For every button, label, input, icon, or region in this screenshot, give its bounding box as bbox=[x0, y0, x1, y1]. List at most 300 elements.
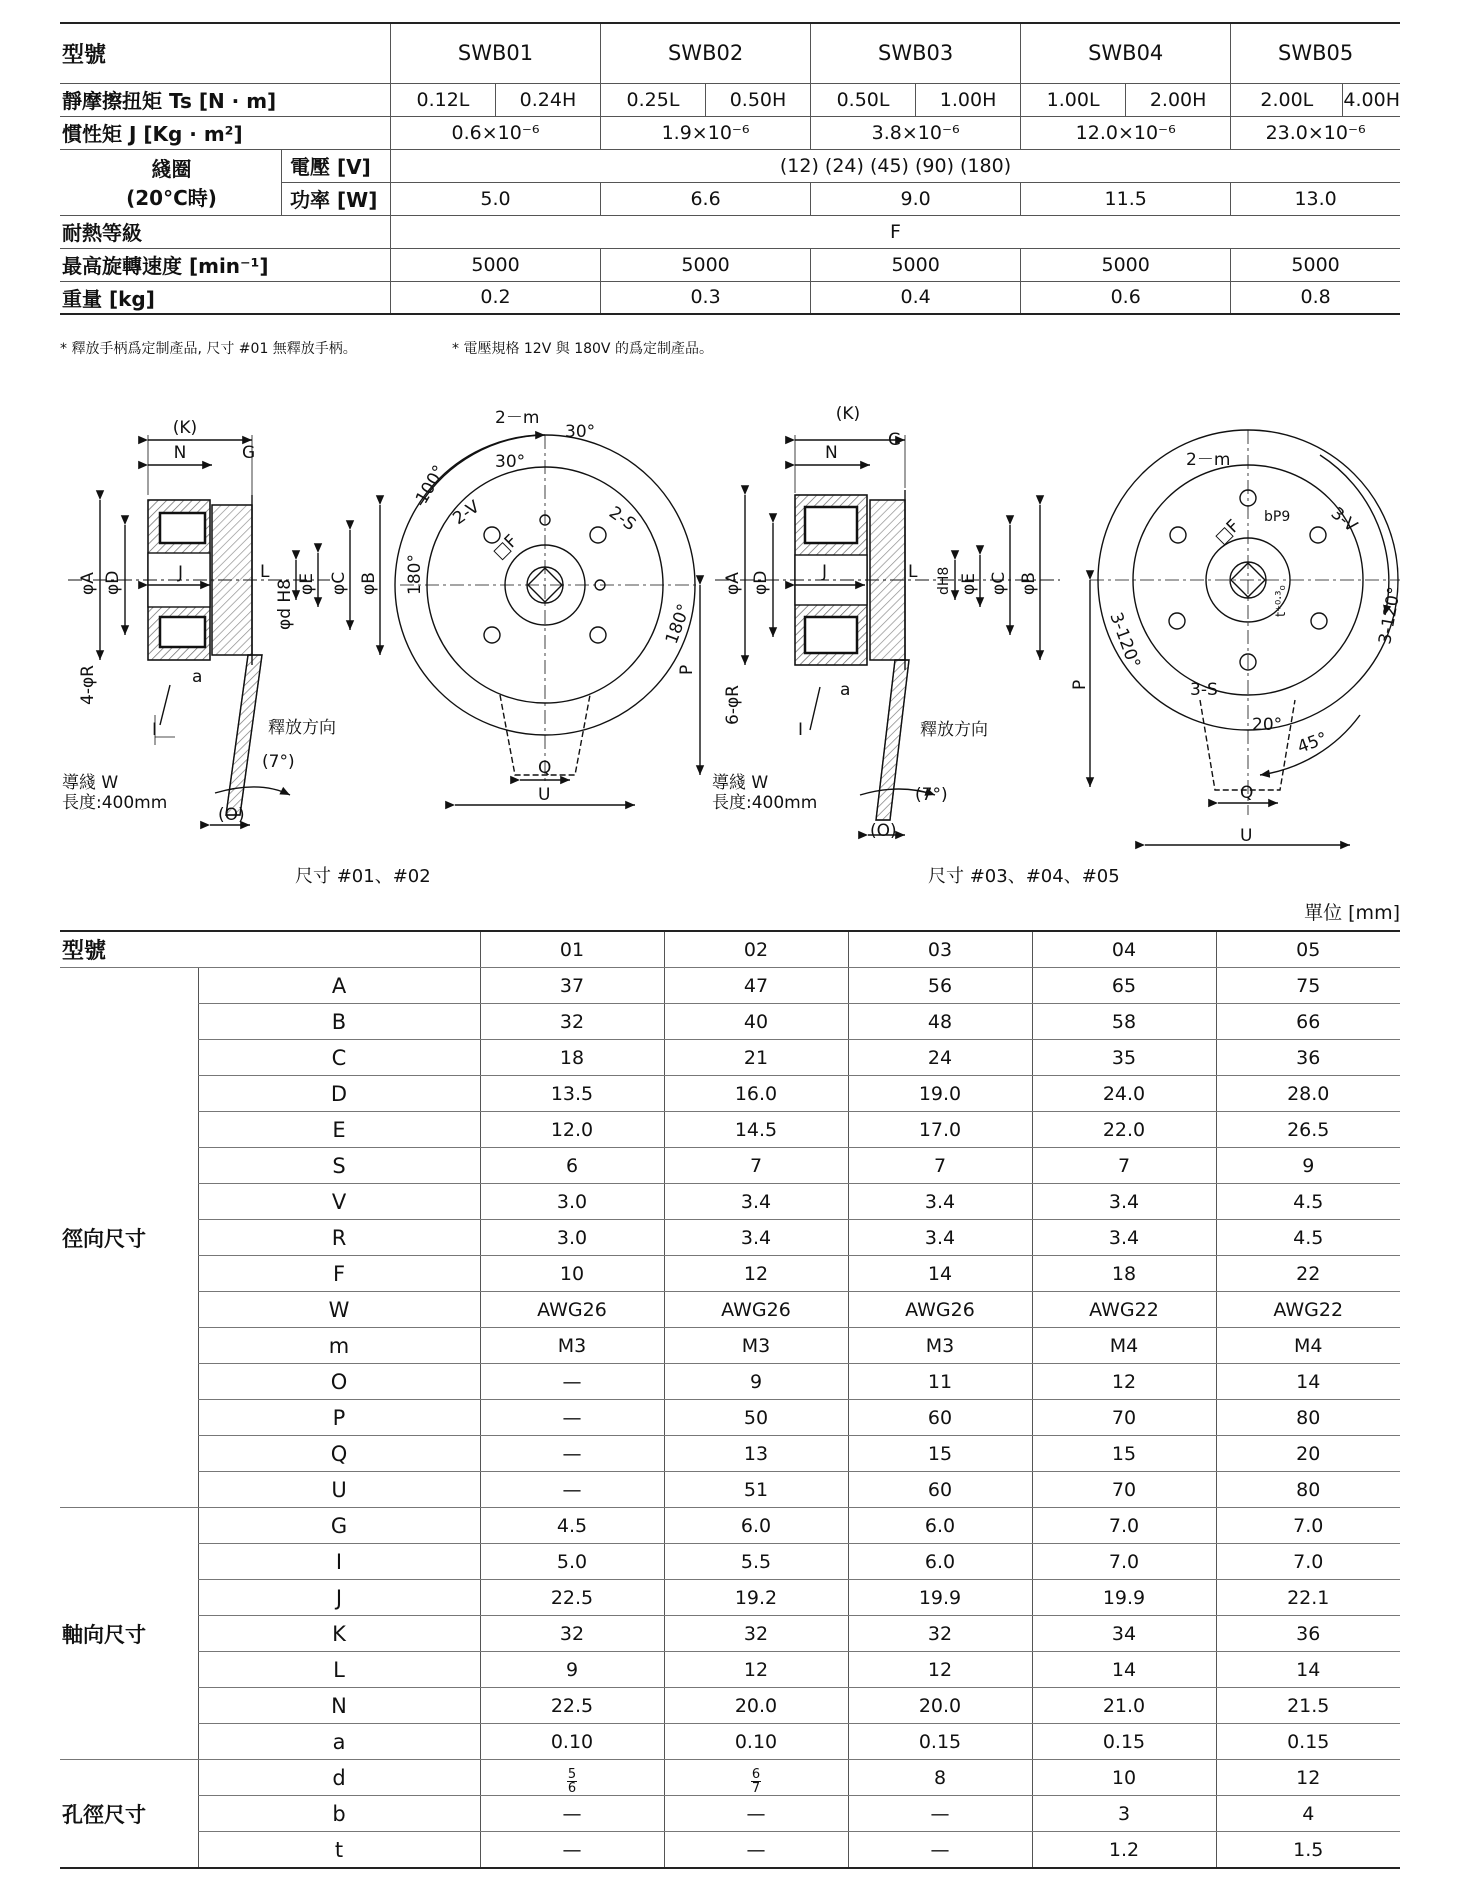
label-7deg: (7°) bbox=[262, 752, 295, 772]
dims-value: 12 bbox=[1216, 1760, 1400, 1796]
dims-symbol: a bbox=[198, 1724, 480, 1760]
dimension-table bbox=[60, 930, 1400, 1869]
dims-value: 3.0 bbox=[480, 1220, 664, 1256]
dims-row-F bbox=[60, 1256, 1400, 1292]
fraction: $\frac{6}{7}$ bbox=[751, 1766, 761, 1796]
coil-label-line1: 綫圈 bbox=[151, 157, 192, 181]
dims-symbol: N bbox=[198, 1688, 480, 1724]
dims-value: 21.0 bbox=[1032, 1688, 1216, 1724]
dims-value: 20.0 bbox=[848, 1688, 1032, 1724]
dims-value: 32 bbox=[848, 1616, 1032, 1652]
dims-value: AWG22 bbox=[1216, 1292, 1400, 1328]
dims-row-J bbox=[60, 1580, 1400, 1616]
fraction: $\frac{5}{6}$ bbox=[567, 1766, 577, 1796]
label-n-2: N bbox=[825, 443, 838, 463]
dims-symbol: Q bbox=[198, 1436, 480, 1472]
dims-symbol: b bbox=[198, 1796, 480, 1832]
dims-group-label: 孔徑尺寸 bbox=[60, 1760, 198, 1869]
dims-value: 80 bbox=[1216, 1400, 1400, 1436]
spec-speed-row bbox=[60, 248, 1400, 281]
label-k: (K) bbox=[172, 418, 198, 438]
dims-value: 19.2 bbox=[664, 1580, 848, 1616]
caption-01-02: 尺寸 #01、#02 bbox=[295, 866, 431, 887]
dims-value: 1.2 bbox=[1032, 1832, 1216, 1869]
dims-value: 9 bbox=[480, 1652, 664, 1688]
spec-torque-row bbox=[60, 83, 1400, 116]
label-release-direction-2: 釋放方向 bbox=[920, 720, 988, 740]
label-3s: 3-S bbox=[1190, 680, 1218, 700]
dims-row-E bbox=[60, 1112, 1400, 1148]
dims-value: 3.0 bbox=[480, 1184, 664, 1220]
spec-model-label: 型號 bbox=[60, 23, 391, 83]
dims-row-R bbox=[60, 1220, 1400, 1256]
label-j: J bbox=[178, 563, 184, 583]
weight-value: 0.3 bbox=[601, 281, 811, 314]
label-release-direction: 釋放方向 bbox=[268, 718, 336, 738]
dims-row-m bbox=[60, 1328, 1400, 1364]
dims-value: 12.0 bbox=[480, 1112, 664, 1148]
dims-row-A bbox=[60, 968, 1400, 1004]
dims-row-D bbox=[60, 1076, 1400, 1112]
label-n: N bbox=[173, 443, 187, 463]
dims-value: 7.0 bbox=[1032, 1544, 1216, 1580]
torque-value: 4.00H bbox=[1343, 83, 1400, 116]
label-phi-d-h8: φd H8 bbox=[275, 578, 295, 630]
torque-value: 1.00H bbox=[915, 83, 1020, 116]
dims-row-V bbox=[60, 1184, 1400, 1220]
dims-value: 4.5 bbox=[480, 1508, 664, 1544]
dims-value: — bbox=[480, 1832, 664, 1869]
coil-label bbox=[60, 149, 282, 215]
dims-value: — bbox=[664, 1832, 848, 1869]
dims-value: AWG26 bbox=[848, 1292, 1032, 1328]
dims-symbol: L bbox=[198, 1652, 480, 1688]
label-phi-a-2: φA bbox=[723, 572, 743, 595]
dims-value: — bbox=[664, 1796, 848, 1832]
speed-value: 5000 bbox=[391, 248, 601, 281]
dims-value: 8 bbox=[848, 1760, 1032, 1796]
spec-insulation-row bbox=[60, 215, 1400, 248]
dims-symbol: t bbox=[198, 1832, 480, 1869]
label-3v: 3-V bbox=[1326, 503, 1361, 537]
dims-value: 7.0 bbox=[1032, 1508, 1216, 1544]
dims-value: — bbox=[848, 1796, 1032, 1832]
label-k-2: (K) bbox=[835, 404, 861, 424]
dims-value: AWG26 bbox=[664, 1292, 848, 1328]
unit-label: 單位 [mm] bbox=[1304, 902, 1400, 924]
spec-model-row bbox=[60, 23, 1400, 83]
label-4-r: 4-φR bbox=[78, 665, 98, 705]
label-lead-wire-2: 導綫 W bbox=[712, 773, 769, 793]
dims-value: 4.5 bbox=[1216, 1184, 1400, 1220]
dims-value: 18 bbox=[1032, 1256, 1216, 1292]
label-7deg-2: (7°) bbox=[915, 785, 948, 805]
dims-value: — bbox=[480, 1436, 664, 1472]
label-2s: 2-S bbox=[605, 502, 640, 536]
label-phi-e-2: φE bbox=[959, 573, 979, 595]
inertia-label: 慣性矩 J [Kg · m²] bbox=[60, 116, 391, 149]
technical-drawings bbox=[0, 395, 1460, 895]
dims-value: 14 bbox=[1216, 1364, 1400, 1400]
power-value: 11.5 bbox=[1021, 182, 1231, 215]
label-2m: 2－m bbox=[495, 408, 540, 428]
label-lead-length: 長度:400mm bbox=[62, 793, 168, 813]
dims-symbol: S bbox=[198, 1148, 480, 1184]
label-p-2: P bbox=[1070, 679, 1090, 690]
dims-value: 20 bbox=[1216, 1436, 1400, 1472]
inertia-value: 23.0×10⁻⁶ bbox=[1231, 116, 1400, 149]
dims-symbol: D bbox=[198, 1076, 480, 1112]
dims-model-05: 05 bbox=[1216, 931, 1400, 968]
dims-value: 3.4 bbox=[848, 1184, 1032, 1220]
dims-row-t bbox=[60, 1832, 1400, 1869]
dims-symbol: d bbox=[198, 1760, 480, 1796]
dims-value: 36 bbox=[1216, 1616, 1400, 1652]
spec-table bbox=[60, 22, 1400, 315]
label-l: L bbox=[260, 562, 270, 582]
dims-row-B bbox=[60, 1004, 1400, 1040]
label-a: a bbox=[192, 667, 203, 687]
dims-value: 7 bbox=[1032, 1148, 1216, 1184]
label-f-2: □F bbox=[1211, 516, 1244, 549]
dims-value: 13 bbox=[664, 1436, 848, 1472]
note-release-lever: * 釋放手柄爲定制產品, 尺寸 #01 無釋放手柄。 bbox=[60, 341, 357, 357]
dims-value: 24 bbox=[848, 1040, 1032, 1076]
label-o-2: (O) bbox=[870, 821, 897, 841]
dims-value: AWG26 bbox=[480, 1292, 664, 1328]
front-view-01-02 bbox=[395, 435, 700, 805]
dims-symbol: R bbox=[198, 1220, 480, 1256]
coil-label-line2: (20°C時) bbox=[126, 186, 217, 210]
dims-value: 22 bbox=[1216, 1256, 1400, 1292]
label-u-2: U bbox=[1240, 826, 1253, 846]
label-lead-length-2: 長度:400mm bbox=[712, 793, 818, 813]
voltage-label: 電壓 [V] bbox=[282, 149, 391, 182]
dims-value: 35 bbox=[1032, 1040, 1216, 1076]
dims-symbol: O bbox=[198, 1364, 480, 1400]
label-t: t⁺⁰·³₀ bbox=[1274, 585, 1289, 617]
dims-value: 50 bbox=[664, 1400, 848, 1436]
dims-value: 14.5 bbox=[664, 1112, 848, 1148]
dims-value: 6 bbox=[480, 1148, 664, 1184]
speed-label: 最高旋轉速度 [min⁻¹] bbox=[60, 248, 391, 281]
dims-value: 6.0 bbox=[664, 1508, 848, 1544]
label-phi-b-2: φB bbox=[1019, 572, 1039, 595]
dims-symbol: m bbox=[198, 1328, 480, 1364]
dims-value: 22.5 bbox=[480, 1580, 664, 1616]
label-phi-e: φE bbox=[297, 573, 317, 595]
dims-value: 1.5 bbox=[1216, 1832, 1400, 1869]
inertia-value: 1.9×10⁻⁶ bbox=[601, 116, 811, 149]
dims-value: 7.0 bbox=[1216, 1508, 1400, 1544]
dims-value: 12 bbox=[664, 1652, 848, 1688]
dims-symbol: J bbox=[198, 1580, 480, 1616]
insulation-label: 耐熱等級 bbox=[60, 215, 391, 248]
dims-value: 17.0 bbox=[848, 1112, 1032, 1148]
power-label: 功率 [W] bbox=[282, 182, 391, 215]
dims-value: 3.4 bbox=[848, 1220, 1032, 1256]
dims-value: 3.4 bbox=[664, 1184, 848, 1220]
model-swb02: SWB02 bbox=[601, 23, 811, 83]
torque-value: 0.50L bbox=[811, 83, 916, 116]
dims-value: 22.0 bbox=[1032, 1112, 1216, 1148]
power-value: 6.6 bbox=[601, 182, 811, 215]
label-30-inner: 30° bbox=[495, 452, 526, 472]
dims-value: — bbox=[480, 1400, 664, 1436]
dims-row-C bbox=[60, 1040, 1400, 1076]
dims-value: 19.0 bbox=[848, 1076, 1032, 1112]
power-value: 9.0 bbox=[811, 182, 1021, 215]
dims-symbol: K bbox=[198, 1616, 480, 1652]
label-g-2: G bbox=[888, 430, 902, 450]
dims-value: 36 bbox=[1216, 1040, 1400, 1076]
speed-value: 5000 bbox=[1231, 248, 1400, 281]
dims-value: 14 bbox=[1032, 1652, 1216, 1688]
dims-row-L bbox=[60, 1652, 1400, 1688]
dims-value: 9 bbox=[1216, 1148, 1400, 1184]
label-d-h8: dH8 bbox=[936, 566, 952, 595]
label-phi-c: φC bbox=[329, 571, 349, 595]
dims-value: M3 bbox=[664, 1328, 848, 1364]
weight-value: 0.6 bbox=[1021, 281, 1231, 314]
dims-value: 32 bbox=[480, 1004, 664, 1040]
torque-label: 靜摩擦扭矩 Ts [N · m] bbox=[60, 83, 391, 116]
caption-03-05: 尺寸 #03、#04、#05 bbox=[928, 866, 1120, 887]
dims-value: 58 bbox=[1032, 1004, 1216, 1040]
dims-row-N bbox=[60, 1688, 1400, 1724]
dims-value: 7.0 bbox=[1216, 1544, 1400, 1580]
power-value: 13.0 bbox=[1231, 182, 1400, 215]
label-100: 100° bbox=[412, 462, 450, 508]
label-a-2: a bbox=[840, 680, 851, 700]
dims-symbol: A bbox=[198, 968, 480, 1004]
dims-value: 21 bbox=[664, 1040, 848, 1076]
weight-value: 0.2 bbox=[391, 281, 601, 314]
dims-value: 22.5 bbox=[480, 1688, 664, 1724]
label-45: 45° bbox=[1294, 728, 1331, 758]
dims-value: 19.9 bbox=[848, 1580, 1032, 1616]
dims-model-04: 04 bbox=[1032, 931, 1216, 968]
dims-row-d bbox=[60, 1760, 1400, 1796]
label-bp9: bP9 bbox=[1264, 509, 1291, 525]
dims-symbol: G bbox=[198, 1508, 480, 1544]
model-swb05: SWB05 bbox=[1231, 23, 1400, 83]
dims-value bbox=[664, 1760, 848, 1796]
note-voltage: * 電壓規格 12V 與 180V 的爲定制產品。 bbox=[452, 341, 713, 357]
label-180-right: 180° bbox=[661, 601, 695, 647]
dims-value: 14 bbox=[848, 1256, 1032, 1292]
dims-model-label: 型號 bbox=[60, 931, 480, 968]
dims-value: 7 bbox=[848, 1148, 1032, 1184]
dims-value: 40 bbox=[664, 1004, 848, 1040]
dims-value: 48 bbox=[848, 1004, 1032, 1040]
power-value: 5.0 bbox=[391, 182, 601, 215]
label-2m-2: 2－m bbox=[1186, 450, 1231, 470]
dims-value: 65 bbox=[1032, 968, 1216, 1004]
dims-model-02: 02 bbox=[664, 931, 848, 968]
dims-value: 70 bbox=[1032, 1472, 1216, 1508]
voltage-value: (12) (24) (45) (90) (180) bbox=[391, 149, 1400, 182]
dims-value: 24.0 bbox=[1032, 1076, 1216, 1112]
torque-value: 0.24H bbox=[495, 83, 600, 116]
dims-symbol: E bbox=[198, 1112, 480, 1148]
dims-value: 26.5 bbox=[1216, 1112, 1400, 1148]
dims-symbol: I bbox=[198, 1544, 480, 1580]
dims-value: 75 bbox=[1216, 968, 1400, 1004]
dims-symbol: P bbox=[198, 1400, 480, 1436]
speed-value: 5000 bbox=[601, 248, 811, 281]
dims-value: 28.0 bbox=[1216, 1076, 1400, 1112]
inertia-value: 0.6×10⁻⁶ bbox=[391, 116, 601, 149]
weight-value: 0.8 bbox=[1231, 281, 1400, 314]
spec-inertia-row bbox=[60, 116, 1400, 149]
dims-row-W bbox=[60, 1292, 1400, 1328]
dims-value: 6.0 bbox=[848, 1508, 1032, 1544]
dims-value: 15 bbox=[1032, 1436, 1216, 1472]
dims-value: 0.15 bbox=[1216, 1724, 1400, 1760]
dims-row-I bbox=[60, 1544, 1400, 1580]
label-lead-wire: 導綫 W bbox=[62, 773, 119, 793]
dims-value: M4 bbox=[1032, 1328, 1216, 1364]
speed-value: 5000 bbox=[1021, 248, 1231, 281]
dims-value: 21.5 bbox=[1216, 1688, 1400, 1724]
label-i: I bbox=[152, 720, 158, 740]
dims-value: 20.0 bbox=[664, 1688, 848, 1724]
dims-symbol: W bbox=[198, 1292, 480, 1328]
dims-row-Q bbox=[60, 1436, 1400, 1472]
dims-row-P bbox=[60, 1400, 1400, 1436]
inertia-value: 3.8×10⁻⁶ bbox=[811, 116, 1021, 149]
dims-value: 15 bbox=[848, 1436, 1032, 1472]
dims-value: 12 bbox=[664, 1256, 848, 1292]
label-phi-d: φD bbox=[103, 570, 123, 595]
dims-value: 7 bbox=[664, 1148, 848, 1184]
label-20: 20° bbox=[1252, 715, 1283, 735]
torque-value: 0.25L bbox=[601, 83, 706, 116]
label-q: Q bbox=[538, 758, 552, 778]
label-6-r: 6-φR bbox=[723, 685, 743, 725]
label-u: U bbox=[538, 785, 551, 805]
model-swb01: SWB01 bbox=[391, 23, 601, 83]
dims-value: 51 bbox=[664, 1472, 848, 1508]
dims-value: — bbox=[480, 1364, 664, 1400]
label-q-2: Q bbox=[1240, 783, 1254, 803]
dims-value: 10 bbox=[480, 1256, 664, 1292]
weight-value: 0.4 bbox=[811, 281, 1021, 314]
dims-value: 3 bbox=[1032, 1796, 1216, 1832]
dims-value: 19.9 bbox=[1032, 1580, 1216, 1616]
dims-value: 3.4 bbox=[1032, 1184, 1216, 1220]
label-30-outer: 30° bbox=[565, 422, 596, 442]
dims-value: 0.15 bbox=[848, 1724, 1032, 1760]
dims-value: 6.0 bbox=[848, 1544, 1032, 1580]
dims-value: 37 bbox=[480, 968, 664, 1004]
label-phi-a: φA bbox=[78, 572, 98, 595]
dims-value: 70 bbox=[1032, 1400, 1216, 1436]
dims-value bbox=[480, 1760, 664, 1796]
dims-value: 14 bbox=[1216, 1652, 1400, 1688]
dims-group-label: 軸向尺寸 bbox=[60, 1508, 198, 1760]
dims-row-S bbox=[60, 1148, 1400, 1184]
side-view-01-02 bbox=[68, 435, 380, 825]
label-l-2: L bbox=[908, 562, 918, 582]
speed-value: 5000 bbox=[811, 248, 1021, 281]
dims-value: 12 bbox=[848, 1652, 1032, 1688]
dims-value: — bbox=[480, 1472, 664, 1508]
dims-row-G bbox=[60, 1508, 1400, 1544]
model-swb04: SWB04 bbox=[1021, 23, 1231, 83]
dims-value: 5.5 bbox=[664, 1544, 848, 1580]
dims-value: 32 bbox=[664, 1616, 848, 1652]
dims-row-O bbox=[60, 1364, 1400, 1400]
dims-value: 13.5 bbox=[480, 1076, 664, 1112]
dims-value: 56 bbox=[848, 968, 1032, 1004]
dims-value: 0.10 bbox=[480, 1724, 664, 1760]
torque-value: 0.12L bbox=[391, 83, 496, 116]
dims-header-row bbox=[60, 931, 1400, 968]
dims-value: 66 bbox=[1216, 1004, 1400, 1040]
dims-value: 4 bbox=[1216, 1796, 1400, 1832]
dims-value: M4 bbox=[1216, 1328, 1400, 1364]
dims-value: 5.0 bbox=[480, 1544, 664, 1580]
dims-symbol: B bbox=[198, 1004, 480, 1040]
dims-value: 3.4 bbox=[1032, 1220, 1216, 1256]
label-i-2: I bbox=[798, 720, 804, 740]
dims-value: 34 bbox=[1032, 1616, 1216, 1652]
dims-value: 4.5 bbox=[1216, 1220, 1400, 1256]
dims-value: 0.10 bbox=[664, 1724, 848, 1760]
label-3-120-right: 3-120° bbox=[1375, 585, 1405, 646]
dims-symbol: C bbox=[198, 1040, 480, 1076]
dims-value: 0.15 bbox=[1032, 1724, 1216, 1760]
dims-value: 9 bbox=[664, 1364, 848, 1400]
torque-value: 2.00H bbox=[1126, 83, 1231, 116]
dims-symbol: V bbox=[198, 1184, 480, 1220]
dims-value: — bbox=[480, 1796, 664, 1832]
dims-symbol: F bbox=[198, 1256, 480, 1292]
dims-value: — bbox=[848, 1832, 1032, 1869]
label-p: P bbox=[677, 664, 697, 675]
dims-row-b bbox=[60, 1796, 1400, 1832]
label-phi-c-2: φC bbox=[989, 571, 1009, 595]
dims-row-U bbox=[60, 1472, 1400, 1508]
label-phi-d-2: φD bbox=[751, 570, 771, 595]
dims-value: 16.0 bbox=[664, 1076, 848, 1112]
label-f: □F bbox=[489, 531, 522, 564]
dims-value: 47 bbox=[664, 968, 848, 1004]
label-j-2: J bbox=[822, 562, 828, 582]
dims-value: 60 bbox=[848, 1472, 1032, 1508]
model-swb03: SWB03 bbox=[811, 23, 1021, 83]
torque-value: 1.00L bbox=[1021, 83, 1126, 116]
dims-value: 3.4 bbox=[664, 1220, 848, 1256]
dims-value: 60 bbox=[848, 1400, 1032, 1436]
inertia-value: 12.0×10⁻⁶ bbox=[1021, 116, 1231, 149]
dims-value: M3 bbox=[848, 1328, 1032, 1364]
dims-value: 12 bbox=[1032, 1364, 1216, 1400]
label-2v: 2-V bbox=[449, 496, 484, 530]
dims-value: 18 bbox=[480, 1040, 664, 1076]
dims-value: AWG22 bbox=[1032, 1292, 1216, 1328]
label-o: (O) bbox=[218, 805, 245, 825]
label-3-120-left: 3-120° bbox=[1105, 609, 1144, 672]
dims-row-K bbox=[60, 1616, 1400, 1652]
label-180-left: 180° bbox=[405, 554, 425, 595]
dims-value: M3 bbox=[480, 1328, 664, 1364]
dims-model-03: 03 bbox=[848, 931, 1032, 968]
dims-value: 10 bbox=[1032, 1760, 1216, 1796]
weight-label: 重量 [kg] bbox=[60, 281, 391, 314]
